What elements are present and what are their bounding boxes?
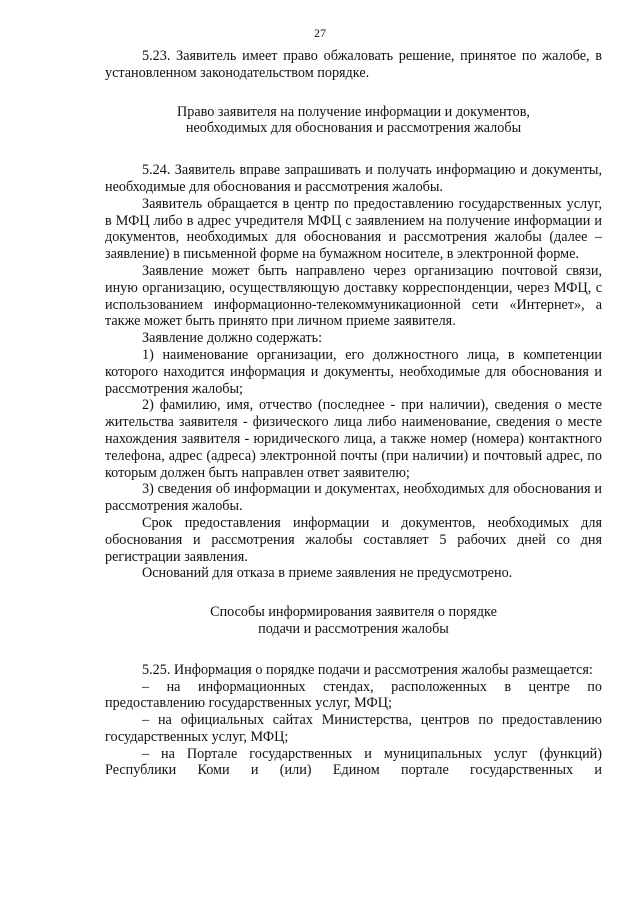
heading-line: необходимых для обоснования и рассмотрения жалобы <box>185 120 522 137</box>
paragraph-5-23: 5.23. Заявитель имеет право обжаловать решение, принятое по жалобе, в установленном законодательством порядке. <box>105 48 602 81</box>
list-item-2: 2) фамилию, имя, отчество (последнее - при наличии), сведения о месте жительства заявителя - физического лица либо наименование, сведения о месте нахождения заявителя - юридического лица, а также номер (номера) контактного телефона, адрес (адреса) электронной почты (при наличии) и почтовый адрес, по которым должен быть направлен ответ заявителю; <box>105 397 602 481</box>
heading-line: подачи и рассмотрения жалобы <box>258 620 449 637</box>
paragraph-5-24: 5.24. Заявитель вправе запрашивать и получать информацию и документы, необходимые для обоснования и рассмотрения жалобы. <box>105 162 602 195</box>
document-body <box>105 48 602 779</box>
list-item-3: 3) сведения об информации и документах, необходимых для обоснования и рассмотрения жалобы. <box>105 481 602 515</box>
heading-line: Способы информирования заявителя о порядке <box>210 604 497 621</box>
paragraph-submission-ways: Заявление может быть направлено через организацию почтовой связи, иную организацию, осуществляющую доставку корреспонденции, через МФЦ, с использованием информационно-телекоммуникационной сети «Интернет», а также может быть принято при личном приеме заявителя. <box>105 262 602 330</box>
bullet-websites: – на официальных сайтах Министерства, центров по предоставлению государственных услуг, МФЦ; <box>105 712 602 745</box>
bullet-stands: – на информационных стендах, расположенных в центре по предоставлению государственных услуг, МФЦ; <box>105 678 602 712</box>
heading-line: Право заявителя на получение информации и документов, <box>177 103 530 120</box>
page-number: 27 <box>314 26 326 40</box>
section-heading-informing-methods <box>105 604 602 638</box>
paragraph-contents: Заявление должно содержать: <box>142 330 323 347</box>
paragraph-term: Срок предоставления информации и документов, необходимых для обоснования и рассмотрения жалобы составляет 5 рабочих дней со дня регистрации заявления. <box>105 514 602 565</box>
list-item-1: 1) наименование организации, его должностного лица, в компетенции которого находится информация и документы, необходимые для обоснования и рассмотрения жалобы; <box>105 346 602 397</box>
paragraph-5-25: 5.25. Информация о порядке подачи и рассмотрения жалобы размещается: <box>142 661 593 678</box>
section-heading-right-to-information <box>105 104 602 138</box>
paragraph-refusal: Оснований для отказа в приеме заявления не предусмотрено. <box>142 565 513 582</box>
bullet-portal: – на Портале государственных и муниципальных услуг (функций) Республики Коми и (или) Едином портале государственных и <box>105 745 602 779</box>
paragraph-application: Заявитель обращается в центр по предоставлению государственных услуг, в МФЦ либо в адрес учредителя МФЦ с заявлением на получение информации и документов, необходимых для обоснования и рассмотрения жалобы (далее – заявление) в письменной форме на бумажном носителе, в электронной форме. <box>105 195 602 263</box>
